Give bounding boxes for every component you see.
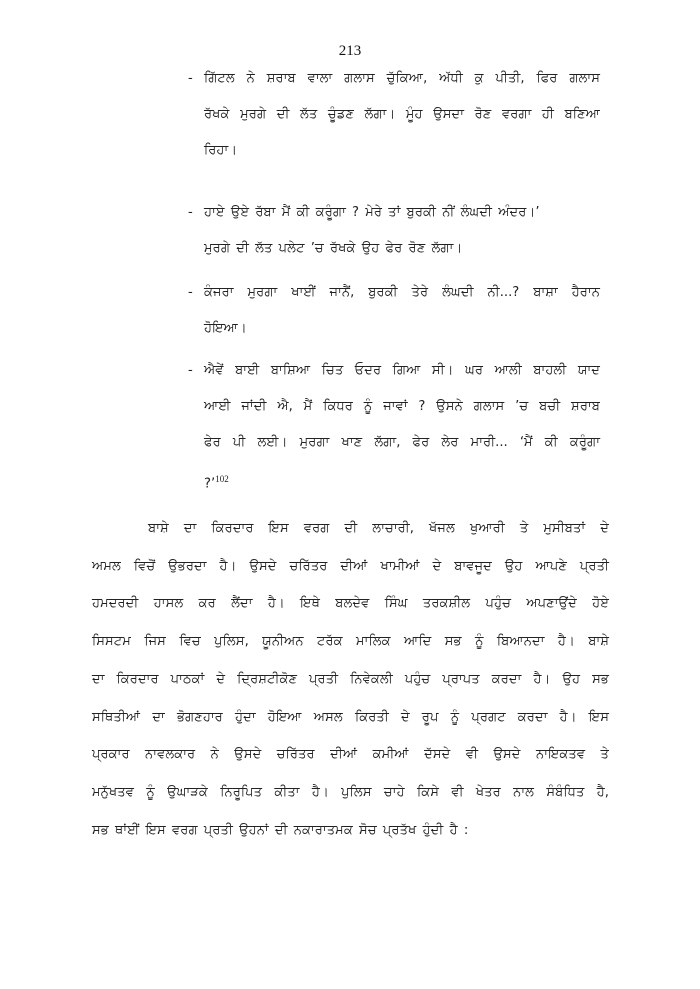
paragraph-line: ਮਨੁੱਖਤਵ ਨੂੰ ਉਘਾੜਕੇ ਨਿਰੂਪਿਤ ਕੀਤਾ ਹੈ। ਪੁਲਿਸ ਚਾਹੇ ਕਿਸੇ ਵੀ ਖੇਤਰ ਨਾਲ ਸੰਬੰਧਿਤ ਹੈ,: [92, 784, 609, 800]
dialogue-line: ਰੱਖਕੇ ਮੁਰਗੇ ਦੀ ਲੱਤ ਚੂੰਡਣ ਲੱਗਾ। ਮੂੰਹ ਉਸਦਾ ਰੋਣ ਵਰਗਾ ਹੀ ਬਣਿਆ: [204, 107, 600, 122]
dialogue-line: - ਹਾਏ ਉਏ ਰੱਬਾ ਮੈਂ ਕੀ ਕਰੂੰਗਾ ? ਮੇਰੇ ਤਾਂ ਬੁਰਕੀ ਨੀਂ ਲੰਘਦੀ ਅੰਦਰ।’: [188, 195, 600, 231]
dialogue-line: ਮੁਰਗੇ ਦੀ ਲੱਤ ਪਲੇਟ ’ਚ ਰੱਖਕੇ ਉਹ ਫੇਰ ਰੋਣ ਲੱਗਾ।: [204, 241, 463, 256]
dialogue-line: - ਕੰਜਰਾ ਮੁਰਗਾ ਖਾਈਂ ਜਾਨੈਂ, ਬੁਰਕੀ ਤੇਰੇ ਲੰਘਦੀ ਨੀ...? ਬਾਸ਼ਾ ਹੈਰਾਨ: [188, 275, 600, 311]
dialogue-line: ਹੋਇਆ।: [204, 321, 247, 336]
dialogue-block-1: [188, 61, 600, 169]
dash-marker: -: [188, 205, 193, 220]
dash-marker: -: [188, 285, 193, 300]
dialogue-line: - ਗਿੱਟਲ ਨੇ ਸ਼ਰਾਬ ਵਾਲਾ ਗਲਾਸ ਚੁੱਕਿਆ, ਅੱਧੀ ਕੁ ਪੀਤੀ, ਫਿਰ ਗਲਾਸ: [188, 61, 600, 97]
footnote-marker: 102: [215, 474, 229, 484]
dialogue-line: ਰਿਹਾ।: [204, 143, 238, 158]
paragraph-line: ਹਮਦਰਦੀ ਹਾਸਲ ਕਰ ਲੈਂਦਾ ਹੈ। ਇਥੇ ਬਲਦੇਵ ਸਿੰਘ ਤਰਕਸ਼ੀਲ ਪਹੁੰਚ ਅਪਣਾਉਂਦੇ ਹੋਏ: [92, 596, 609, 612]
paragraph-line: ਸਥਿਤੀਆਂ ਦਾ ਭੋਗਣਹਾਰ ਹੁੰਦਾ ਹੋਇਆ ਅਸਲ ਕਿਰਤੀ ਦੇ ਰੂਪ ਨੂੰ ਪ੍ਰਗਟ ਕਰਦਾ ਹੈ। ਇਸ: [92, 709, 609, 725]
dialogue-block-4: [188, 353, 600, 502]
page-number: 213: [338, 43, 362, 59]
dash-marker: -: [188, 71, 193, 86]
dialogue-block-2: [188, 195, 600, 267]
paragraph-line: ਸਭ ਥਾਂਈਂ ਇਸ ਵਰਗ ਪ੍ਰਤੀ ਉਹਨਾਂ ਦੀ ਨਕਾਰਾਤਮਕ ਸੋਚ ਪ੍ਰਤੱਖ ਹੁੰਦੀ ਹੈ :: [92, 822, 469, 838]
paragraph-line: ਦਾ ਕਿਰਦਾਰ ਪਾਠਕਾਂ ਦੇ ਦ੍ਰਿਸ਼ਟੀਕੋਣ ਪ੍ਰਤੀ ਨਿਵੇਕਲੀ ਪਹੁੰਚ ਪ੍ਰਾਪਤ ਕਰਦਾ ਹੈ। ਉਹ ਸਭ: [92, 671, 609, 687]
dialogue-line: ?’$^{102}$: [204, 474, 229, 492]
paragraph-line: ਬਾਸ਼ੇ ਦਾ ਕਿਰਦਾਰ ਇਸ ਵਰਗ ਦੀ ਲਾਚਾਰੀ, ਖੱਜਲ ਖੁਆਰੀ ਤੇ ਮੁਸੀਬਤਾਂ ਦੇ: [148, 521, 609, 536]
dialogue-line: - ਐਵੇਂ ਬਾਈ ਬਾਸ਼ਿਆ ਚਿਤ ਓਦਰ ਗਿਆ ਸੀ। ਘਰ ਆਲੀ ਬਾਹਲੀ ਯਾਦ: [188, 353, 600, 389]
dialogue-block-3: [188, 275, 600, 347]
body-paragraph: [92, 510, 609, 849]
dialogue-line: ਆਈ ਜਾਂਦੀ ਐ, ਮੈਂ ਕਿਧਰ ਨੂੰ ਜਾਵਾਂ ? ਉਸਨੇ ਗਲਾਸ ’ਚ ਬਚੀ ਸ਼ਰਾਬ: [204, 399, 600, 414]
dash-marker: -: [188, 363, 193, 378]
paragraph-line: ਪ੍ਰਕਾਰ ਨਾਵਲਕਾਰ ਨੇ ਉਸਦੇ ਚਰਿੱਤਰ ਦੀਆਂ ਕਮੀਆਂ ਦੱਸਦੇ ਵੀ ਉਸਦੇ ਨਾਇਕਤਵ ਤੇ: [92, 747, 609, 763]
paragraph-line: ਅਮਲ ਵਿਚੋਂ ਉਭਰਦਾ ਹੈ। ਉਸਦੇ ਚਰਿੱਤਰ ਦੀਆਂ ਖਾਮੀਆਂ ਦੇ ਬਾਵਜੂਦ ਉਹ ਆਪਣੇ ਪ੍ਰਤੀ: [92, 558, 609, 574]
dialogue-line: ਫੇਰ ਪੀ ਲਈ। ਮੁਰਗਾ ਖਾਣ ਲੱਗਾ, ਫੇਰ ਲੇਰ ਮਾਰੀ... ‘ਮੈਂ ਕੀ ਕਰੂੰਗਾ: [204, 435, 600, 450]
paragraph-line: ਸਿਸਟਮ ਜਿਸ ਵਿਚ ਪੁਲਿਸ, ਯੂਨੀਅਨ ਟਰੱਕ ਮਾਲਿਕ ਆਦਿ ਸਭ ਨੂੰ ਬਿਆਨਦਾ ਹੈ। ਬਾਸ਼ੇ: [92, 634, 609, 650]
